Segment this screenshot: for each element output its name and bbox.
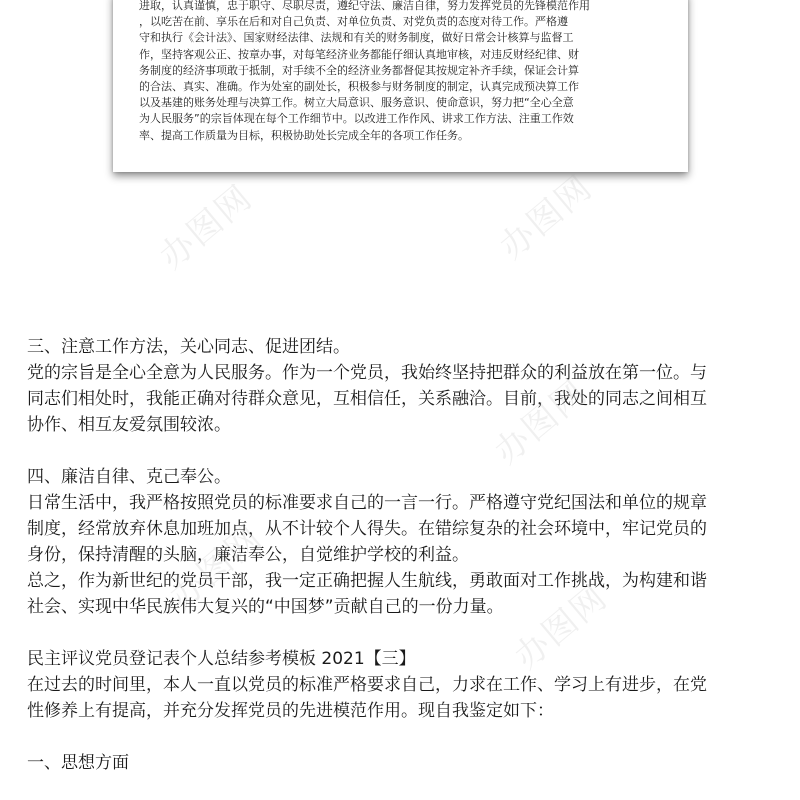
watermark: 办图网 — [487, 372, 596, 473]
document-card — [113, 0, 688, 172]
paragraph-gap — [27, 438, 779, 464]
template-3-line: 在过去的时间里，本人一直以党员的标准严格要求自己，力求在工作、学习上有进步，在党 — [27, 675, 707, 695]
paragraph-gap — [27, 620, 779, 646]
section-4-line: 制度，经常放弃休息加班加点，从不计较个人得失。在错综复杂的社会环境中，牢记党员的 — [27, 519, 707, 539]
section-4-line: 日常生活中，我严格按照党员的标准要求自己的一言一行。严格遵守党纪国法和单位的规章 — [27, 493, 707, 513]
section-4-heading: 四、廉洁自律、克己奉公。 — [27, 467, 231, 487]
card-line: 以及基建的账务处理与决算工作。树立大局意识、服务意识、使命意识，努力把“全心全意 — [139, 96, 574, 110]
section-3-heading: 三、注意工作方法，关心同志、促进团结。 — [27, 337, 350, 357]
section-3-line: 同志们相处时，我能正确对待群众意见，互相信任，关系融洽。目前，我处的同志之间相互 — [27, 389, 707, 409]
section-3-line: 协作、相互友爱氛围较浓。 — [27, 415, 231, 435]
section-4-line: 社会、实现中华民族伟大复兴的“中国梦”贡献自己的一份力量。 — [27, 597, 504, 617]
section-3-line: 党的宗旨是全心全意为人民服务。作为一个党员，我始终坚持把群众的利益放在第一位。与 — [27, 363, 707, 383]
section-4-line: 总之，作为新世纪的党员干部，我一定正确把握人生航线，勇敢面对工作挑战，为构建和谐 — [27, 571, 707, 591]
template-3-title: 民主评议党员登记表个人总结参考模板 2021【三】 — [27, 649, 416, 669]
card-paragraph — [139, 0, 670, 144]
paragraph-gap — [27, 724, 779, 750]
card-line: 为人民服务”的宗旨体现在每个工作细节中。以改进工作作风、讲求工作方法、注重工作效 — [139, 112, 574, 126]
watermark: 办图网 — [507, 577, 616, 678]
card-line: ，以吃苦在前、享乐在后和对自己负责、对单位负责、对党负责的态度对待工作。严格遵 — [139, 15, 568, 29]
section-4-line: 身份，保持清醒的头脑，廉洁奉公，自觉维护学校的利益。 — [27, 545, 469, 565]
card-line: 的合法、真实、准确。作为处室的副处长，积极参与财务制度的制定，认真完成预决算工作 — [139, 80, 579, 94]
card-line: 率、提高工作质量为目标，积极协助处长完成全年的各项工作任务。 — [139, 128, 469, 142]
card-line: 作，坚持客观公正、按章办事，对每笔经济业务都能仔细认真地审核，对违反财经纪律、财 — [139, 47, 579, 61]
card-line: 务制度的经济事项敢于抵制，对手续不全的经济业务都督促其按规定补齐手续，保证会计算 — [139, 63, 579, 77]
main-text — [27, 334, 779, 776]
next-section-heading: 一、思想方面 — [27, 753, 129, 773]
watermark: 办图网 — [492, 167, 601, 268]
template-3-line: 性修养上有提高，并充分发挥党员的先进模范作用。现自我鉴定如下： — [27, 701, 554, 721]
watermark: 办图网 — [162, 517, 271, 618]
watermark: 办图网 — [152, 177, 261, 278]
card-line: 进取，认真谨慎，忠于职守、尽职尽责，遵纪守法、廉洁自律，努力发挥党员的先锋模范作用 — [139, 0, 590, 12]
card-line: 守和执行《会计法》、国家财经法律、法规和有关的财务制度，做好日常会计核算与监督工 — [139, 31, 574, 45]
